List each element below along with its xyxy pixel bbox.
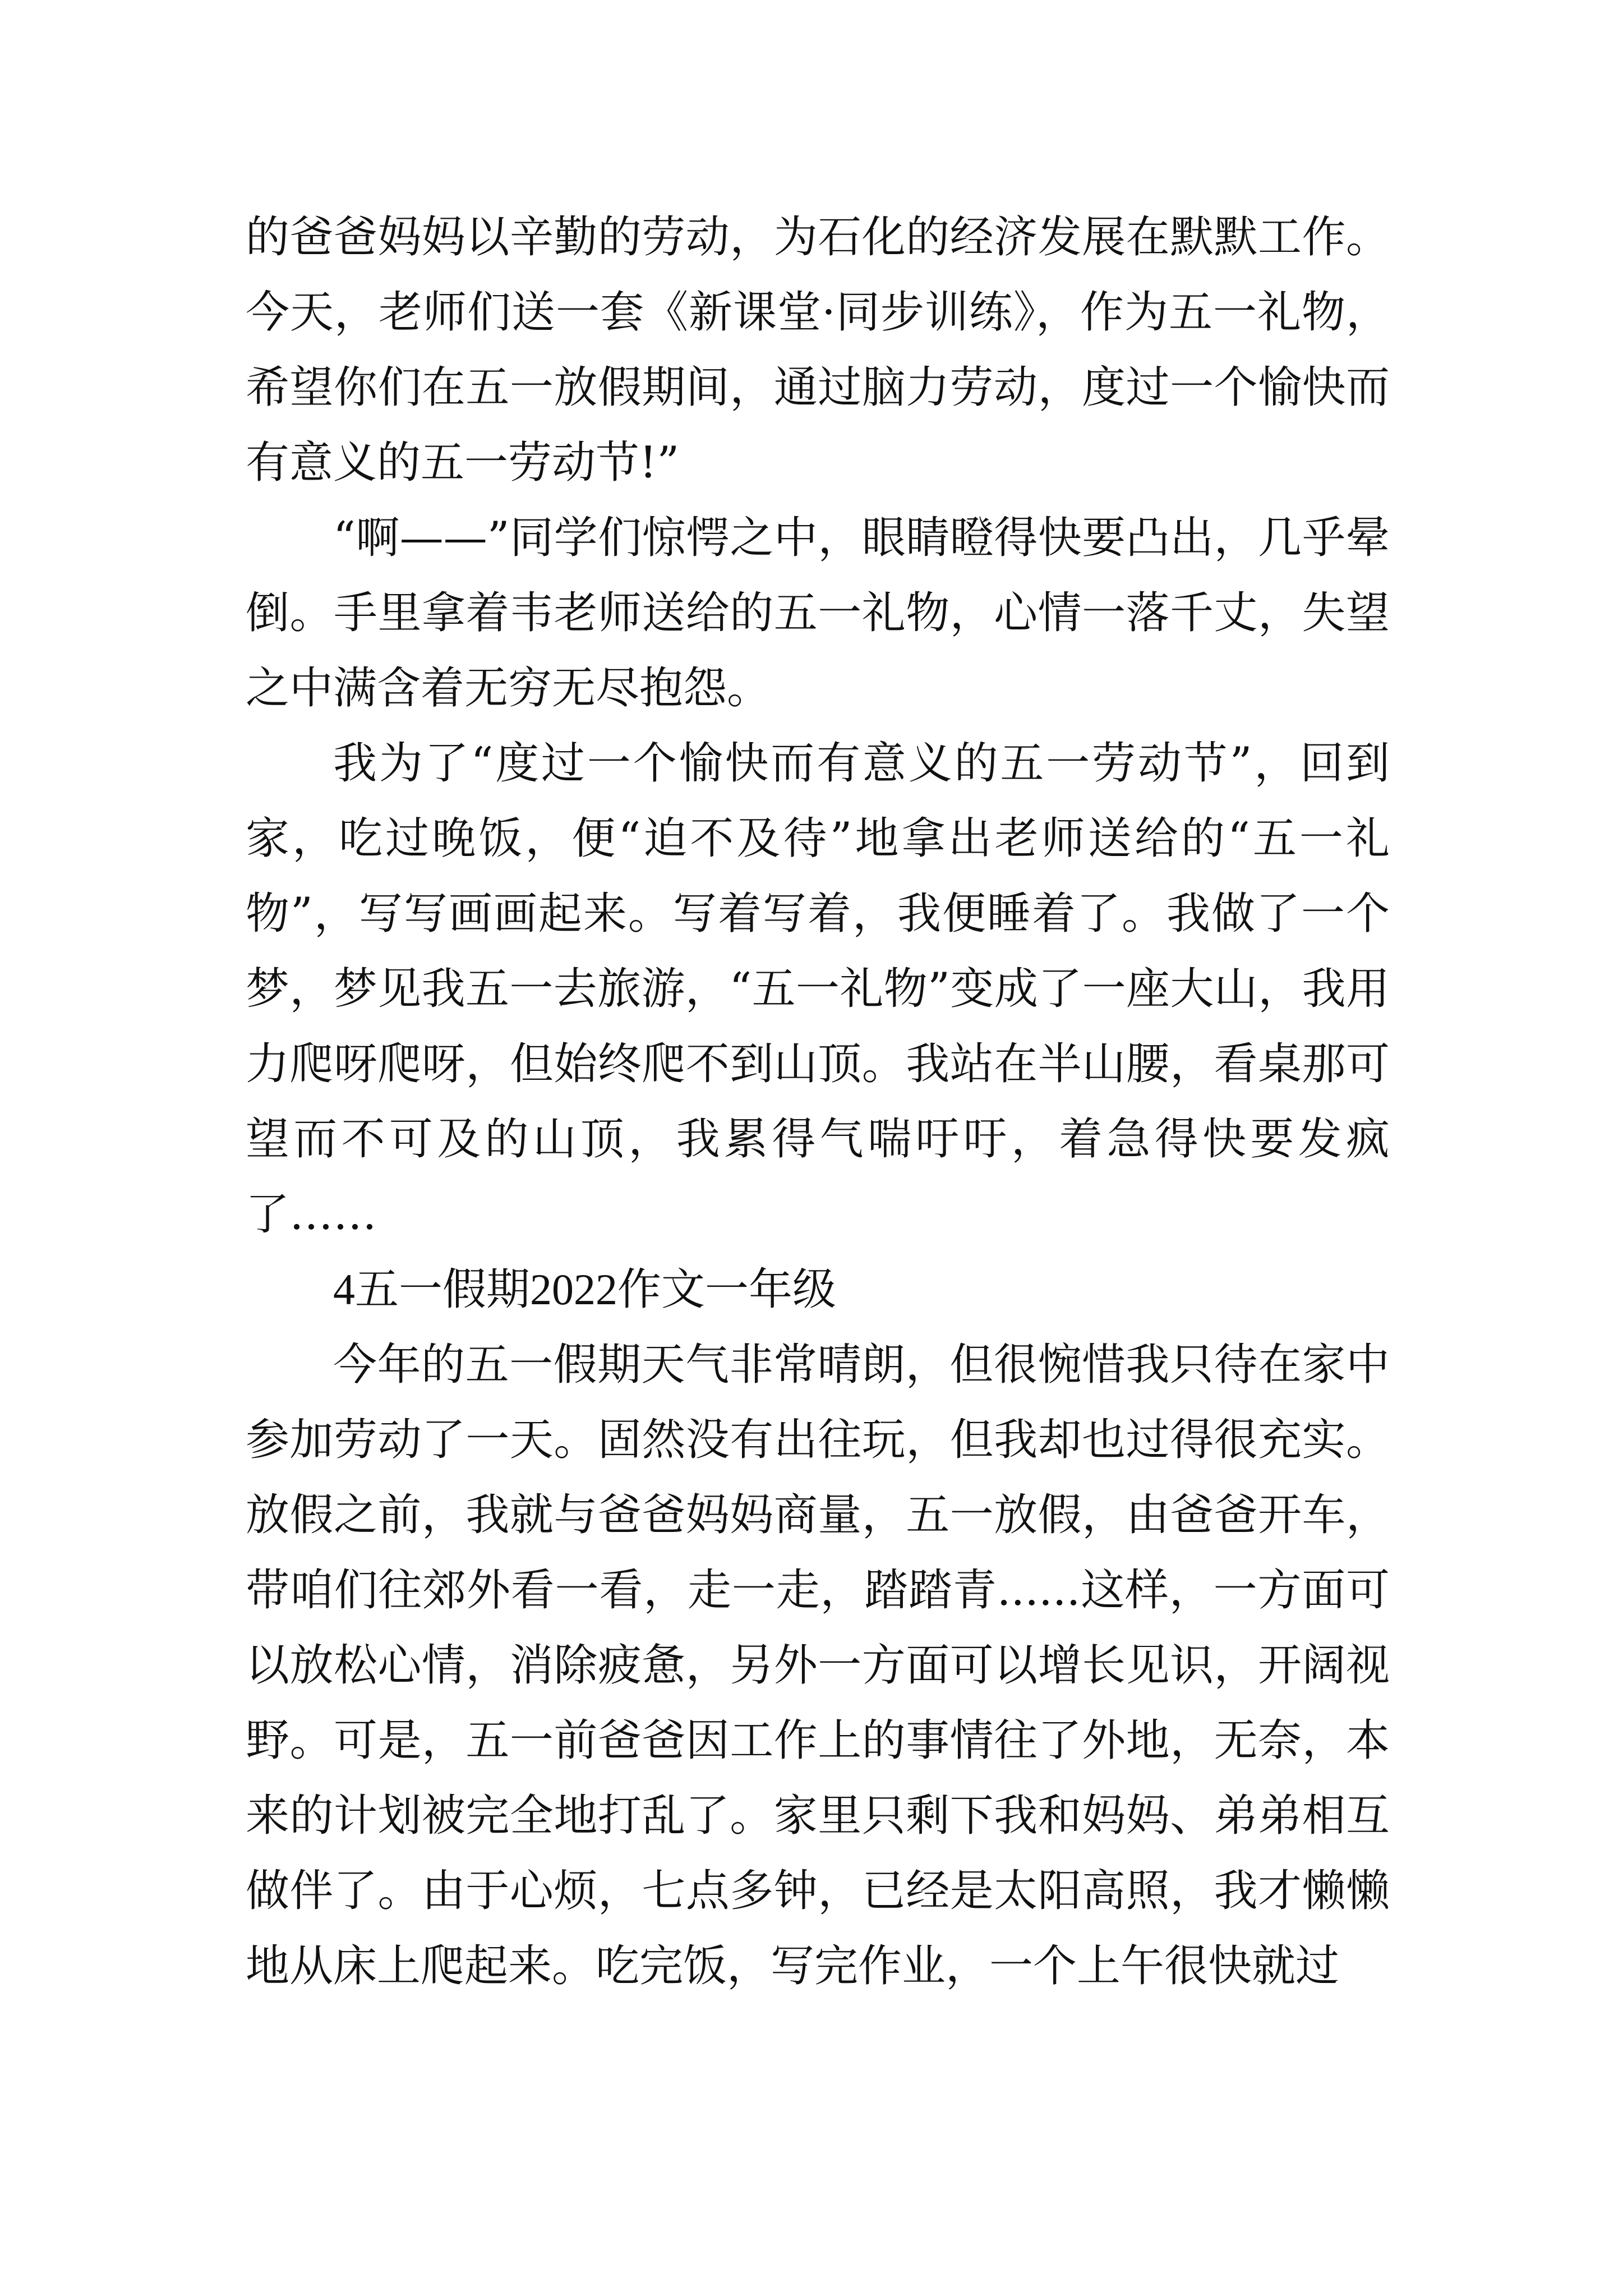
- paragraph-reaction: “啊——”同学们惊愕之中，眼睛瞪得快要凸出，几乎晕倒。手里拿着韦老师送给的五一礼物，心情一落千丈，失望之中满含着无穷无尽抱怨。: [246, 513, 1390, 714]
- paragraph-continuation: 的爸爸妈妈以辛勤的劳动，为石化的经济发展在默默工作。今天，老师们送一套《新课堂·同步训练》，作为五一礼物，希望你们在五一放假期间，通过脑力劳动，度过一个愉快而有意义的五一劳动节!”: [246, 212, 1390, 488]
- paragraph-dream: 我为了“度过一个愉快而有意义的五一劳动节”，回到家，吃过晚饭，便“迫不及待”地拿出老师送给的“五一礼物”，写写画画起来。写着写着，我便睡着了。我做了一个梦，梦见我五一去旅游，“五一礼物”变成了一座大山，我用力爬呀爬呀，但始终爬不到山顶。我站在半山腰，看桌那可望而不可及的山顶，我累得气喘吁吁，着急得快要发疯了……: [246, 738, 1390, 1240]
- document-body: [246, 200, 1390, 2004]
- section-heading: 4五一假期2022作文一年级: [333, 1265, 837, 1314]
- paragraph-holiday: 今年的五一假期天气非常晴朗，但很惋惜我只待在家中参加劳动了一天。固然没有出往玩，但我却也过得很充实。放假之前，我就与爸爸妈妈商量，五一放假，由爸爸开车，带咱们往郊外看一看，走一走，踏踏青......这样，一方面可以放松心情，消除疲惫，另外一方面可以增长见识，开阔视野。可是，五一前爸爸因工作上的事情往了外地，无奈，本来的计划被完全地打乱了。家里只剩下我和妈妈、弟弟相互做伴了。由于心烦，七点多钟，已经是太阳高照，我才懒懒地从床上爬起来。吃完饭，写完作业，一个上午很快就过: [246, 1340, 1390, 1991]
